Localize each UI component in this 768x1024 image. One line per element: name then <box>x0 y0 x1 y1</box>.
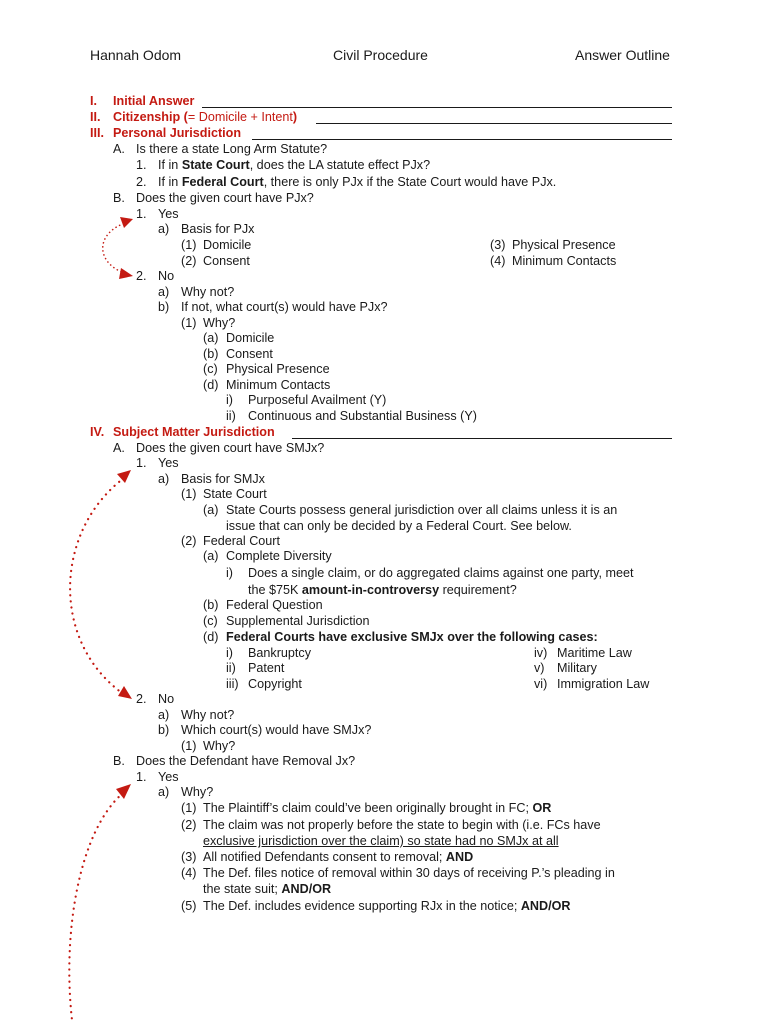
outline-item: Basis for PJx <box>181 222 255 236</box>
outline-item: Why? <box>203 739 236 753</box>
outline-item: Why? <box>203 316 236 330</box>
section-iii-title: Personal Jurisdiction <box>113 126 242 140</box>
outline-item: Does a single claim, or do aggregated claims against one party, meet <box>248 566 634 580</box>
document-type: Answer Outline <box>575 47 670 63</box>
outline-number: A. <box>113 441 125 455</box>
outline-item: Immigration Law <box>557 677 650 691</box>
outline-item: Which court(s) would have SMJx? <box>181 723 372 737</box>
outline-item: No <box>158 269 175 283</box>
outline-item: The Def. includes evidence supporting RJx in the notice; AND/OR <box>203 899 571 913</box>
outline-item: Basis for SMJx <box>181 472 265 486</box>
outline-number: B. <box>113 754 125 768</box>
outline-item: Copyright <box>248 677 302 691</box>
outline-item: Does the Defendant have Removal Jx? <box>136 754 356 768</box>
outline-number: a) <box>158 472 170 486</box>
outline-number: 2. <box>136 269 147 283</box>
outline-item: Complete Diversity <box>226 549 332 563</box>
outline-item: Minimum Contacts <box>226 378 331 392</box>
outline-number: B. <box>113 191 125 205</box>
outline-number: (d) <box>203 378 219 392</box>
outline-item: Military <box>557 661 597 675</box>
section-iii-rule <box>252 139 672 140</box>
outline-number: (2) <box>181 534 197 548</box>
outline-number: (a) <box>203 549 219 563</box>
outline-number: (4) <box>490 254 506 268</box>
outline-item: Yes <box>158 456 179 470</box>
outline-number: 2. <box>136 175 147 189</box>
author-name: Hannah Odom <box>90 47 182 63</box>
outline-item-continued: exclusive jurisdiction over the claim) so state had no SMJx at all <box>203 834 559 848</box>
section-i-rule <box>202 107 672 108</box>
outline-number: iii) <box>226 677 239 691</box>
outline-number: b) <box>158 300 170 314</box>
outline-number: (d) <box>203 630 219 644</box>
outline-item: Why not? <box>181 708 235 722</box>
section-ii-number: II. <box>90 110 101 124</box>
section-iv-title: Subject Matter Jurisdiction <box>113 425 275 439</box>
outline-number: (1) <box>181 739 197 753</box>
dotted-arrow-icon <box>69 784 131 1020</box>
outline-number: (3) <box>490 238 506 252</box>
outline-item: Continuous and Substantial Business (Y) <box>248 409 477 423</box>
outline-number: (c) <box>203 614 218 628</box>
outline-item: Does the given court have SMJx? <box>136 441 325 455</box>
outline-item: State Courts possess general jurisdiction over all claims unless it is an <box>226 503 618 517</box>
outline-number: (3) <box>181 850 197 864</box>
outline-item: Physical Presence <box>226 362 330 376</box>
outline-item: If in State Court, does the LA statute effect PJx? <box>158 158 431 172</box>
outline-item: Physical Presence <box>512 238 616 252</box>
outline-number: v) <box>534 661 545 675</box>
outline-number: iv) <box>534 646 548 660</box>
section-iv-rule <box>292 438 672 439</box>
outline-number: (1) <box>181 238 197 252</box>
outline-item: If not, what court(s) would have PJx? <box>181 300 388 314</box>
outline-item-continued: the state suit; AND/OR <box>203 882 332 896</box>
outline-item: All notified Defendants consent to removal; AND <box>203 850 474 864</box>
outline-item: Bankruptcy <box>248 646 311 660</box>
outline-item: Why? <box>181 785 214 799</box>
outline-item: Is there a state Long Arm Statute? <box>136 142 328 156</box>
outline-item: Supplemental Jurisdiction <box>226 614 370 628</box>
section-iv-number: IV. <box>90 425 105 439</box>
outline-number: 2. <box>136 692 147 706</box>
outline-number: 1. <box>136 158 147 172</box>
outline-number: (1) <box>181 316 197 330</box>
dotted-arrow-icon <box>103 217 133 279</box>
outline-item: Minimum Contacts <box>512 254 617 268</box>
outline-number: vi) <box>534 677 548 691</box>
course-title: Civil Procedure <box>333 47 428 63</box>
outline-item: If in Federal Court, there is only PJx if the State Court would have PJx. <box>158 175 557 189</box>
outline-item: Domicile <box>226 331 275 345</box>
outline-number: (a) <box>203 503 219 517</box>
outline-number: a) <box>158 708 170 722</box>
section-ii-rule <box>316 123 672 124</box>
outline-item: Why not? <box>181 285 235 299</box>
outline-number: (c) <box>203 362 218 376</box>
outline-number: 1. <box>136 770 147 784</box>
outline-number: a) <box>158 285 170 299</box>
outline-number: ii) <box>226 661 236 675</box>
outline-item-continued: the $75K amount-in-controversy requirement? <box>248 583 517 597</box>
outline-item: Yes <box>158 770 179 784</box>
outline-item: Domicile <box>203 238 252 252</box>
outline-number: (a) <box>203 331 219 345</box>
outline-item-continued: issue that can only be decided by a Federal Court. See below. <box>226 519 572 533</box>
outline-item: Consent <box>203 254 250 268</box>
outline-item: The Def. files notice of removal within 30 days of receiving P.’s pleading in <box>203 866 615 880</box>
outline-number: (4) <box>181 866 197 880</box>
outline-number: (2) <box>181 254 197 268</box>
section-i-title: Initial Answer <box>113 94 195 108</box>
dotted-arrow-icon <box>70 470 132 699</box>
outline-item: Does the given court have PJx? <box>136 191 314 205</box>
outline-number: A. <box>113 142 125 156</box>
outline-item: Patent <box>248 661 285 675</box>
outline-item: The claim was not properly before the state to begin with (i.e. FCs have <box>203 818 601 832</box>
outline-item: Maritime Law <box>557 646 632 660</box>
outline-item: No <box>158 692 175 706</box>
outline-item: Yes <box>158 207 179 221</box>
section-iii-number: III. <box>90 126 104 140</box>
outline-item: The Plaintiff’s claim could’ve been originally brought in FC; OR <box>203 801 552 815</box>
outline-item: Consent <box>226 347 273 361</box>
outline-number: a) <box>158 785 170 799</box>
outline-number: i) <box>226 566 233 580</box>
outline-item: Federal Question <box>226 598 323 612</box>
outline-number: 1. <box>136 456 147 470</box>
outline-number: (2) <box>181 818 197 832</box>
outline-item: Federal Court <box>203 534 280 548</box>
outline-number: (1) <box>181 487 197 501</box>
outline-number: i) <box>226 646 233 660</box>
outline-number: 1. <box>136 207 147 221</box>
outline-number: (b) <box>203 598 219 612</box>
outline-item: Purposeful Availment (Y) <box>248 393 387 407</box>
outline-number: b) <box>158 723 170 737</box>
outline-number: i) <box>226 393 233 407</box>
outline-item: State Court <box>203 487 267 501</box>
outline-number: a) <box>158 222 170 236</box>
outline-number: ii) <box>226 409 236 423</box>
section-i-number: I. <box>90 94 97 108</box>
outline-number: (5) <box>181 899 197 913</box>
outline-number: (b) <box>203 347 219 361</box>
section-ii-title: Citizenship (= Domicile + Intent) <box>113 110 298 124</box>
outline-item: Federal Courts have exclusive SMJx over the following cases: <box>226 630 598 644</box>
outline-number: (1) <box>181 801 197 815</box>
